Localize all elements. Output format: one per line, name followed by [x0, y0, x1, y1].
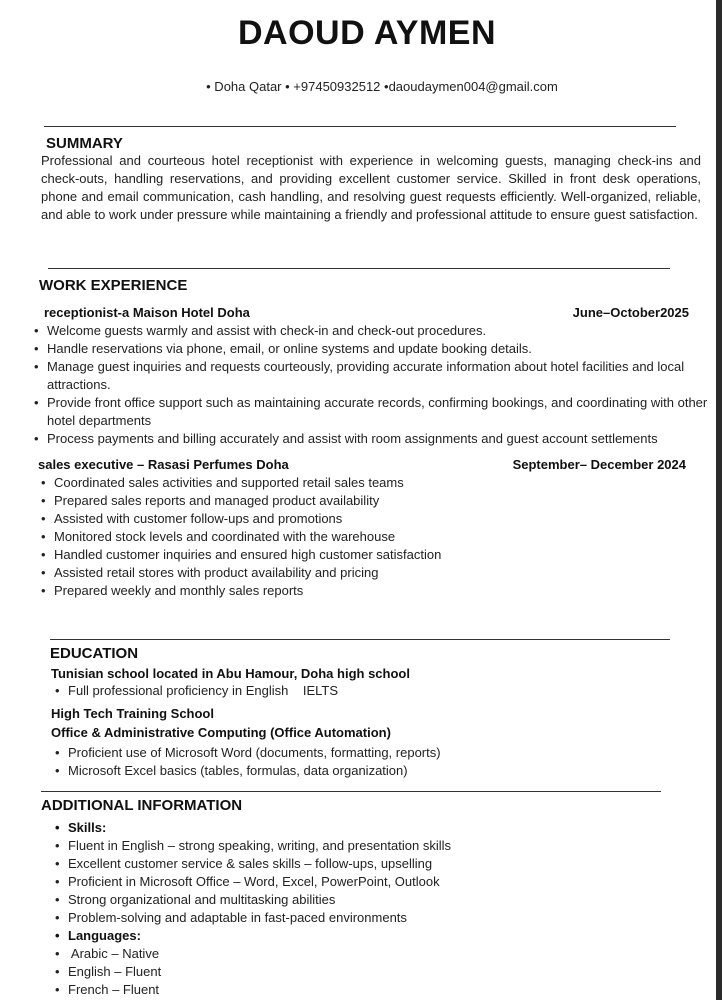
list-item: • Monitored stock levels and coordinated with the warehouse — [54, 528, 694, 546]
program-name: Office & Administrative Computing (Office Automation) — [51, 725, 391, 740]
work-heading: WORK EXPERIENCE — [39, 277, 188, 294]
list-item: • Strong organizational and multitasking abilities — [68, 891, 688, 909]
job-date: September– December 2024 — [512, 457, 686, 472]
list-item: • Coordinated sales activities and supported retail sales teams — [54, 474, 694, 492]
job-title: receptionist-a Maison Hotel Doha — [44, 305, 250, 320]
list-item: • Manage guest inquiries and requests courteously, providing accurate information about hotel facilities and local attractions. — [47, 358, 711, 394]
education-bullets — [68, 682, 668, 700]
list-item: • Prepared weekly and monthly sales reports — [54, 582, 694, 600]
list-item: • Welcome guests warmly and assist with check-in and check-out procedures. — [47, 322, 711, 340]
list-item: • Excellent customer service & sales skills – follow-ups, upselling — [68, 855, 688, 873]
divider — [50, 639, 670, 640]
additional-list — [68, 819, 688, 999]
list-item: • Proficient use of Microsoft Word (documents, formatting, reports) — [68, 744, 668, 762]
job-bullets — [54, 474, 694, 600]
list-item: • Arabic – Native — [68, 945, 688, 963]
list-item: • Handle reservations via phone, email, or online systems and update booking details. — [47, 340, 711, 358]
list-item: • Microsoft Excel basics (tables, formulas, data organization) — [68, 762, 668, 780]
list-item: • Proficient in Microsoft Office – Word, Excel, PowerPoint, Outlook — [68, 873, 688, 891]
job-bullets — [47, 322, 711, 448]
divider — [48, 268, 670, 269]
list-item: • Assisted retail stores with product availability and pricing — [54, 564, 694, 582]
list-item: • Assisted with customer follow-ups and promotions — [54, 510, 694, 528]
list-item: • English – Fluent — [68, 963, 688, 981]
divider — [44, 126, 676, 127]
list-item: • French – Fluent — [68, 981, 688, 999]
education-heading: EDUCATION — [50, 645, 139, 662]
school-name: Tunisian school located in Abu Hamour, Doha high school — [51, 666, 410, 681]
school-name: High Tech Training School — [51, 706, 214, 721]
education-bullets — [68, 744, 668, 780]
list-item: • Prepared sales reports and managed product availability — [54, 492, 694, 510]
languages-label: • Languages: — [68, 927, 688, 945]
list-item: • Handled customer inquiries and ensured high customer satisfaction — [54, 546, 694, 564]
page-edge — [716, 0, 722, 1000]
job-title: sales executive – Rasasi Perfumes Doha — [38, 457, 289, 472]
skills-label: • Skills: — [68, 819, 688, 837]
list-item: • Process payments and billing accurately and assist with room assignments and guest account settlements — [47, 430, 711, 448]
list-item: • Full professional proficiency in English IELTS — [68, 682, 668, 700]
summary-heading: SUMMARY — [46, 135, 123, 152]
additional-heading: ADDITIONAL INFORMATION — [41, 797, 243, 814]
candidate-name: DAOUD AYMEN — [237, 14, 496, 52]
divider — [41, 791, 661, 792]
job-date: June–October2025 — [572, 305, 689, 320]
list-item: • Problem-solving and adaptable in fast-paced environments — [68, 909, 688, 927]
contact-line: • Doha Qatar • +97450932512 •daoudaymen004@gmail.com — [206, 79, 558, 94]
summary-text: Professional and courteous hotel receptionist with experience in welcoming guests, managing check-ins and check-outs, handling reservations, and providing excellent customer service. Skilled in front desk operations, phone and email communication, cash handling, and resolving guest requests efficiently. Well-organized, reliable, and able to work under pressure while maintaining a friendly and professional attitude to ensure guest satisfaction. — [41, 153, 701, 223]
list-item: • Provide front office support such as maintaining accurate records, confirming bookings, and coordinating with other hotel departments — [47, 394, 711, 430]
list-item: • Fluent in English – strong speaking, writing, and presentation skills — [68, 837, 688, 855]
